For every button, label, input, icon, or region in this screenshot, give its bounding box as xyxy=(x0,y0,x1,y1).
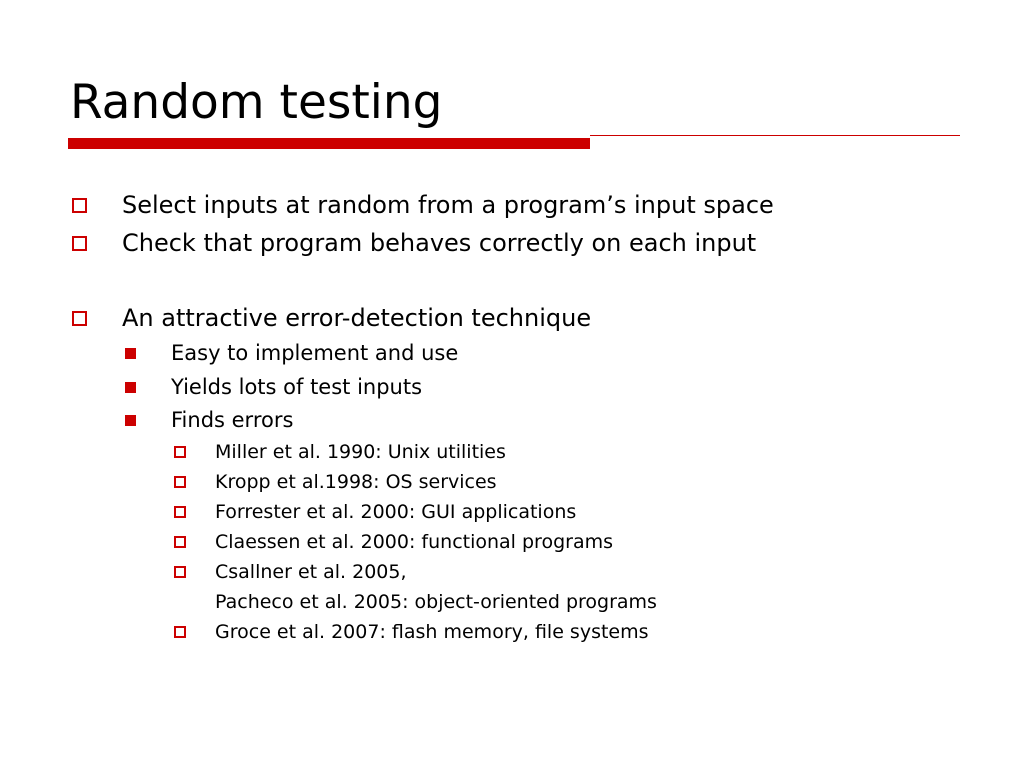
bullet-text: Select inputs at random from a program’s input space xyxy=(122,191,774,219)
hollow-square-icon xyxy=(72,198,87,213)
reference-text: Miller et al. 1990: Unix utilities xyxy=(215,441,506,463)
reference-text: Kropp et al.1998: OS services xyxy=(215,471,497,493)
filled-square-icon xyxy=(125,415,136,426)
sub-bullet-text: Yields lots of test inputs xyxy=(171,375,423,399)
sub-bullet-text: Finds errors xyxy=(171,408,294,432)
reference-text: Csallner et al. 2005, xyxy=(215,561,407,583)
reference-text: Forrester et al. 2000: GUI applications xyxy=(215,501,577,523)
title-underline-thin xyxy=(590,135,960,136)
hollow-square-icon xyxy=(174,476,186,488)
filled-square-icon xyxy=(125,382,136,393)
slide-title: Random testing xyxy=(70,75,443,130)
bullet-text: An attractive error-detection technique xyxy=(122,304,592,332)
reference-text: Groce et al. 2007: flash memory, file systems xyxy=(215,621,649,643)
hollow-square-icon xyxy=(174,626,186,638)
reference-text: Claessen et al. 2000: functional programs xyxy=(215,531,613,553)
hollow-square-icon xyxy=(174,506,186,518)
hollow-square-icon xyxy=(72,311,87,326)
hollow-square-icon xyxy=(174,536,186,548)
filled-square-icon xyxy=(125,348,136,359)
hollow-square-icon xyxy=(72,236,87,251)
bullet-text: Check that program behaves correctly on each input xyxy=(122,229,757,257)
hollow-square-icon xyxy=(174,446,186,458)
sub-bullet-text: Easy to implement and use xyxy=(171,341,459,365)
reference-text: Pacheco et al. 2005: object-oriented programs xyxy=(215,591,657,613)
title-underline-thick xyxy=(68,138,590,149)
hollow-square-icon xyxy=(174,566,186,578)
